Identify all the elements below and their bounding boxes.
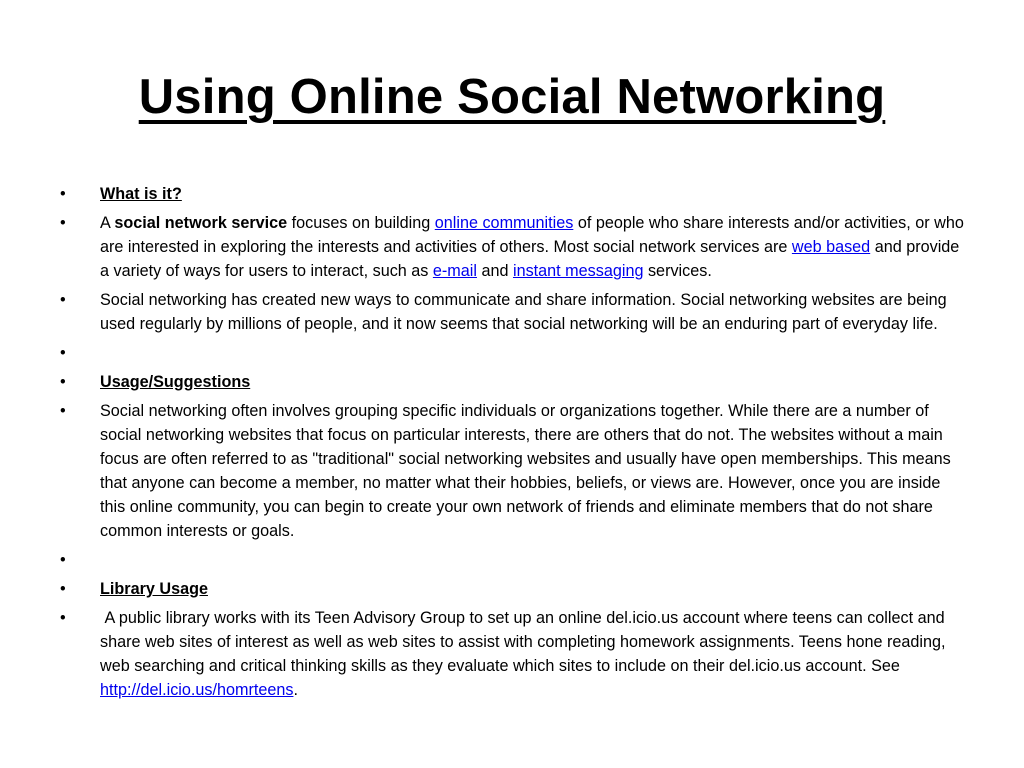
section-heading-usage-suggestions: Usage/Suggestions: [100, 372, 251, 391]
text-segment: services.: [643, 262, 712, 281]
text-segment: and: [476, 262, 513, 281]
slide-title: Using Online Social Networking: [138, 70, 886, 124]
link-e-mail[interactable]: e-mail: [432, 262, 477, 281]
section-heading-library-usage: Library Usage: [100, 579, 208, 598]
paragraph-text: Social networking often involves grouping specific individuals or organizations together. While there are a number of social networking websites that focus on particular interests, there are others that do not. The websites without a main focus are often referred to as "traditional" social networking websites and usually have open memberships. This means that anyone can become a member, no matter what their hobbies, beliefs, or views are. However, once you are inside this online community, you can begin to create your own network of friends and eliminate members that do not share common interests or goals.: [100, 401, 951, 541]
text-segment: and provide a variety of ways for users to interact, such as: [100, 237, 960, 281]
bullet-icon: •: [60, 579, 66, 598]
link-instant-messaging[interactable]: instant messaging: [512, 262, 644, 281]
bullet-icon: •: [60, 290, 66, 309]
list-item: [60, 548, 970, 572]
paragraph-text: Social networking has created new ways to communicate and share information. Social networking websites are being used regularly by millions of people, and it now seems that social networking will be an enduring part of everyday life.: [100, 290, 947, 334]
bullet-icon: •: [60, 372, 66, 391]
list-item: [60, 399, 970, 544]
bullet-icon: •: [60, 608, 66, 627]
section-heading-what-is-it: What is it?: [100, 185, 182, 203]
list-item: [60, 341, 970, 365]
bullet-icon: •: [60, 343, 66, 362]
text-segment: .: [293, 681, 298, 700]
link-delicious-homrteens[interactable]: http://del.icio.us/homrteens: [100, 681, 294, 700]
list-item: [60, 370, 970, 394]
list-item: [60, 577, 970, 601]
text-segment: focuses on building: [287, 213, 435, 232]
text-segment: A: [100, 213, 115, 232]
list-item: [60, 211, 970, 283]
bullet-icon: •: [60, 401, 66, 420]
bullet-icon: •: [60, 213, 66, 232]
text-segment: of people who share interests and/or activities, or who are interested in exploring the interests and activities of others. Most social network services are: [100, 213, 964, 256]
bullet-icon: •: [60, 551, 66, 570]
bullet-list: [60, 182, 970, 707]
link-web-based[interactable]: web based: [791, 237, 871, 256]
bullet-icon: •: [60, 185, 66, 203]
list-item: [60, 288, 970, 336]
list-item: [60, 606, 970, 702]
list-item: [60, 182, 970, 206]
link-online-communities[interactable]: online communities: [434, 213, 574, 232]
bold-term: social network service: [114, 213, 288, 232]
text-segment: A public library works with its Teen Advisory Group to set up an online del.icio.us account where teens can collect and share web sites of interest as well as web sites to assist with completing homework assignments. Teens hone reading, web searching and critical thinking skills as they evaluate which sites to include on their del.icio.us account. See: [100, 608, 946, 676]
